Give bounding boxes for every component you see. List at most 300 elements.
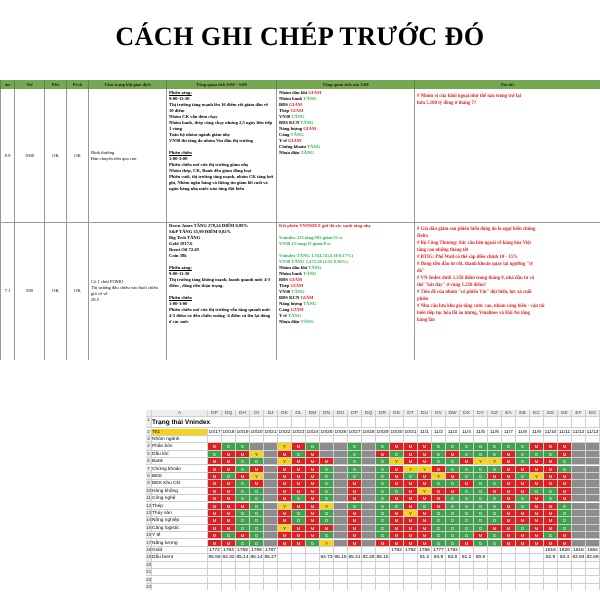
gold-value-cell <box>292 547 306 554</box>
status-cell: G <box>432 532 446 539</box>
status-cell: M <box>348 488 362 495</box>
pccb-cell: OK <box>66 89 88 222</box>
sector-name-cell: Y tế <box>152 532 208 539</box>
oil-value-cell: 83.8 <box>446 554 460 561</box>
status-cell: M <box>208 473 222 480</box>
status-cell <box>572 458 586 465</box>
empty-cell <box>516 569 530 576</box>
status-cell: M <box>460 458 474 465</box>
empty-cell <box>306 562 320 569</box>
status-cell: M <box>390 495 404 502</box>
oil-value-cell: 83.4 <box>558 554 572 561</box>
empty-cell <box>208 562 222 569</box>
trade-journal-table <box>0 80 600 360</box>
sector-label: Năng lượng <box>279 126 304 131</box>
sector-name-cell: BĐS Khu CN <box>152 480 208 487</box>
oil-value-cell <box>390 554 404 561</box>
empty-cell <box>292 569 306 576</box>
status-cell <box>474 436 488 443</box>
status-cell: M <box>530 495 544 502</box>
oil-value-cell <box>306 554 320 561</box>
gold-value-cell <box>460 547 474 554</box>
status-cell: G <box>250 532 264 539</box>
status-cell: G <box>446 466 460 473</box>
column-letter: DS <box>390 410 404 417</box>
empty-cell <box>432 584 446 590</box>
news-line: hơn 5.100 tỷ đồng ở tháng 7? <box>417 101 477 106</box>
news-line: # Nhu cầu lưu kho gia tăng cước cao, nhóm cảng biển - vận tải <box>417 304 545 309</box>
status-cell: M <box>208 510 222 517</box>
mood-line: Bản chuyển tiền qua con <box>91 155 137 161</box>
status-cell: M <box>348 510 362 517</box>
empty-cell <box>334 562 348 569</box>
sector-state: TĂNG <box>290 132 304 137</box>
empty-cell <box>390 569 404 576</box>
status-cell <box>334 488 348 495</box>
empty-cell <box>432 577 446 584</box>
status-cell: M <box>488 525 502 532</box>
status-cell: M <box>530 458 544 465</box>
sector-label: Năng lượng <box>279 301 304 306</box>
status-cell: M <box>432 495 446 502</box>
column-letter: DJ <box>264 410 278 417</box>
status-cell: M <box>418 451 432 458</box>
empty-cell <box>460 562 474 569</box>
empty-cell <box>572 584 586 590</box>
gold-value-cell: 1782 <box>390 547 404 554</box>
empty-cell <box>488 417 502 428</box>
status-cell <box>516 436 530 443</box>
col-market-header: Tổng quan tích 8:00 - 3:00 <box>166 80 276 89</box>
sector-name-cell: Cảng logistic <box>152 525 208 532</box>
status-cell <box>586 436 600 443</box>
empty-cell <box>250 577 264 584</box>
column-letter: EB <box>516 410 530 417</box>
status-cell: G <box>320 517 334 524</box>
empty-cell <box>418 577 432 584</box>
sector-state: TĂNG <box>303 96 317 101</box>
status-cell: M <box>278 480 292 487</box>
status-cell <box>264 510 278 517</box>
empty-cell <box>278 569 292 576</box>
news-line: # Giá dầu giảm sau phiên biến động do lo ngại biến chủng <box>417 227 536 232</box>
status-cell: M <box>432 466 446 473</box>
gold-value-cell: 1816 <box>572 547 586 554</box>
status-cell: M <box>278 451 292 458</box>
date-header-cell: 10/17 <box>208 429 221 435</box>
status-cell: Y <box>320 540 334 547</box>
status-cell: G <box>544 451 558 458</box>
status-cell: G <box>320 488 334 495</box>
sector-label: Cảng <box>279 132 291 137</box>
status-cell: Y <box>404 510 418 517</box>
row-number: 9 <box>146 480 152 487</box>
status-cell: G <box>446 480 460 487</box>
gold-value-cell <box>306 547 320 554</box>
gold-value-cell <box>502 547 516 554</box>
empty-cell <box>362 569 376 576</box>
column-letter: ED <box>544 410 558 417</box>
status-cell: M <box>208 458 222 465</box>
status-cell: M <box>404 458 418 465</box>
status-cell <box>572 451 586 458</box>
status-cell: G <box>250 488 264 495</box>
oil-value-cell: 85.15 <box>376 555 389 561</box>
status-cell <box>264 458 278 465</box>
status-cell: M <box>306 495 320 502</box>
status-cell <box>306 436 320 443</box>
news-line: tăng cao những tháng tới <box>417 248 469 253</box>
column-letter: DK <box>278 410 292 417</box>
col-pttt-header: Pttt <box>44 80 66 89</box>
news-line: # BTIG: Phố Wall có thể sắp điều chỉnh 10 - 15% <box>417 255 518 260</box>
status-cell: G <box>516 495 530 502</box>
status-cell: M <box>404 525 418 532</box>
empty-cell <box>292 562 306 569</box>
status-cell <box>264 517 278 524</box>
status-cell: G <box>250 458 264 465</box>
column-letter: DW <box>446 410 460 417</box>
status-cell: M <box>516 517 530 524</box>
status-cell: G <box>446 517 460 524</box>
date-header-cell: 10/27 <box>348 429 361 435</box>
status-cell <box>404 436 418 443</box>
status-cell: G <box>460 443 474 450</box>
mood-cell <box>88 89 166 222</box>
empty-cell <box>502 562 516 569</box>
row-number: 3 <box>146 436 152 443</box>
column-letter: DX <box>460 410 474 417</box>
status-cell: M <box>208 488 222 495</box>
empty-cell <box>404 577 418 584</box>
status-cell: Y <box>278 503 292 510</box>
status-cell: M <box>208 532 222 539</box>
market-note-line: S&P TĂNG 35,99 ĐIỂM 0,82% <box>169 229 232 234</box>
status-cell: M <box>348 495 362 502</box>
status-cell <box>586 532 600 539</box>
status-cell: M <box>502 525 516 532</box>
price-cell: 8.9 <box>0 89 14 222</box>
status-cell: M <box>474 532 488 539</box>
market-note-line: 9:00-11:30 <box>169 271 190 276</box>
status-cell <box>376 436 390 443</box>
gold-value-cell <box>488 547 502 554</box>
status-cell: G <box>530 451 544 458</box>
empty-cell <box>516 417 530 428</box>
empty-cell <box>418 417 432 428</box>
status-cell: G <box>460 473 474 480</box>
market-note-line: Down Jones TĂNG 278,24 ĐIỂM 0,89% <box>169 223 249 228</box>
status-cell: Y <box>278 525 292 532</box>
status-cell: M <box>544 540 558 547</box>
status-cell: M <box>208 443 222 450</box>
empty-cell <box>558 577 572 584</box>
status-cell: M <box>208 525 222 532</box>
status-cell: G <box>348 443 362 450</box>
status-cell: M <box>544 466 558 473</box>
sector-label: Cảng <box>279 307 291 312</box>
row-number: 15 <box>146 525 152 531</box>
market-note-line: Phiên cuối, thị trường tăng mạnh, nhóm CK tăng hơi <box>169 174 274 179</box>
market-note-line: 9:00-11:30 <box>169 96 190 101</box>
row-number: 21 <box>146 570 152 576</box>
status-cell <box>572 510 586 517</box>
empty-cell <box>362 577 376 584</box>
empty-cell <box>502 577 516 584</box>
oil-value-cell: 82.28 <box>362 555 375 561</box>
status-cell: M <box>292 466 306 473</box>
empty-cell <box>264 569 278 576</box>
status-cell: G <box>306 443 320 450</box>
date-header-cell: 11/11 <box>558 429 571 435</box>
empty-cell <box>152 584 208 590</box>
empty-cell <box>474 584 488 590</box>
market-note-line: 1:00-3:00 <box>169 301 188 306</box>
status-cell: M <box>306 510 320 517</box>
mood-line: 28.5 <box>91 297 100 302</box>
date-header-cell: 10/25 <box>320 429 333 435</box>
date-header-cell: 10/31 <box>404 429 417 435</box>
status-cell: M <box>530 510 544 517</box>
sector-name-cell: Thép <box>152 503 208 510</box>
status-cell: G <box>474 451 488 458</box>
date-header-cell: 10/22 <box>278 429 291 435</box>
status-cell: M <box>502 451 516 458</box>
column-letter: DP <box>208 410 222 417</box>
empty-cell <box>292 417 306 428</box>
oil-value-cell <box>488 554 502 561</box>
status-cell: G <box>348 473 362 480</box>
status-cell: G <box>320 532 334 539</box>
status-cell: M <box>222 517 236 524</box>
sector-label: BDS KCN <box>279 120 301 125</box>
status-cell: M <box>516 540 530 547</box>
status-cell: G <box>320 510 334 517</box>
market-note-line: Coin 38k <box>169 253 187 258</box>
status-cell: M <box>390 517 404 524</box>
status-cell: G <box>292 517 306 524</box>
empty-cell <box>264 577 278 584</box>
empty-cell <box>306 417 320 428</box>
empty-cell <box>488 584 502 590</box>
status-cell: G <box>320 480 334 487</box>
status-cell: M <box>222 480 236 487</box>
status-cell: M <box>502 495 516 502</box>
status-cell <box>446 436 460 443</box>
status-cell <box>572 473 586 480</box>
sector-label: Nhóm dầu khí <box>279 90 309 95</box>
status-cell: G <box>558 458 572 465</box>
status-cell: M <box>418 510 432 517</box>
status-cell: M <box>390 480 404 487</box>
status-cell <box>334 525 348 532</box>
status-cell: G <box>460 495 474 502</box>
status-cell: Y <box>488 458 502 465</box>
empty-cell <box>516 562 530 569</box>
status-cell: M <box>306 458 320 465</box>
status-cell <box>586 510 600 517</box>
sector-status-line <box>279 150 412 156</box>
status-cell: Y <box>390 458 404 465</box>
status-cell: M <box>292 480 306 487</box>
status-cell <box>572 436 586 443</box>
status-cell: M <box>292 525 306 532</box>
news-line: thể "bắt đáy" ở vùng 1.250 điểm? <box>417 283 487 288</box>
status-cell: M <box>530 466 544 473</box>
date-header-cell: 11/7 <box>502 429 516 436</box>
market-note-line: Nhóm bank, thép cũng chạy nhưng 2,5 ngày liên tiếp <box>169 120 273 125</box>
empty-cell <box>460 417 474 428</box>
gold-value-cell: 1816 <box>544 547 558 554</box>
status-cell <box>264 480 278 487</box>
status-cell: M <box>292 540 306 547</box>
status-cell: G <box>376 532 390 539</box>
status-cell: M <box>222 458 236 465</box>
empty-cell <box>460 569 474 576</box>
column-letter: DZ <box>488 410 502 417</box>
status-cell <box>362 540 376 547</box>
column-letter: DU <box>418 410 432 417</box>
pttt-cell: OK <box>44 222 66 360</box>
status-cell: M <box>306 525 320 532</box>
status-cell: M <box>250 480 264 487</box>
gold-value-cell <box>320 547 334 554</box>
status-cell <box>586 443 600 450</box>
oil-value-cell <box>530 554 544 561</box>
status-cell: G <box>418 503 432 510</box>
status-cell: M <box>348 532 362 539</box>
sector-state: TĂNG <box>300 120 314 125</box>
empty-cell <box>222 562 236 569</box>
status-cell: G <box>376 495 390 502</box>
sector-state: GIẢM <box>300 295 314 300</box>
empty-cell <box>278 417 292 428</box>
status-cell: G <box>320 473 334 480</box>
status-cell: G <box>390 503 404 510</box>
status-cell: G <box>460 510 474 517</box>
empty-cell <box>376 569 390 576</box>
status-cell <box>292 436 306 443</box>
empty-cell <box>586 584 600 590</box>
status-cell: M <box>376 540 390 547</box>
date-header-cell: 11/8 <box>516 429 530 436</box>
empty-cell <box>586 562 600 569</box>
status-cell: M <box>530 503 544 510</box>
status-cell <box>348 436 362 443</box>
status-cell: M <box>530 480 544 487</box>
sector-name-cell: Bank <box>152 458 208 465</box>
status-cell: Y <box>320 503 334 510</box>
empty-cell <box>320 577 334 584</box>
empty-cell <box>446 417 460 428</box>
date-header-cell: 10/24 <box>306 429 319 435</box>
status-cell: G <box>250 495 264 502</box>
row-number: 20 <box>146 562 152 568</box>
sector-name-cell: Chứng khoán <box>152 466 208 473</box>
empty-cell <box>404 417 418 428</box>
status-cell: G <box>348 458 362 465</box>
sector-state: TĂNG <box>306 144 321 149</box>
sector-label: VN30 <box>279 114 292 119</box>
status-cell: M <box>502 480 516 487</box>
status-cell <box>362 510 376 517</box>
sector-state: TĂNG <box>308 265 322 270</box>
status-cell: M <box>208 480 222 487</box>
empty-cell <box>460 584 474 590</box>
mood-line: Thị trường đầu chiều vào buổi chiều giá cổ về <box>91 285 158 296</box>
empty-cell <box>586 577 600 584</box>
empty-cell <box>516 584 530 590</box>
status-cell: G <box>236 540 250 547</box>
status-cell: M <box>544 458 558 465</box>
date-header-cell: 10/29 <box>376 429 389 435</box>
empty-cell <box>278 577 292 584</box>
status-cell <box>586 473 600 480</box>
status-cell: M <box>530 517 544 524</box>
status-cell: G <box>516 443 530 450</box>
status-cell <box>264 451 278 458</box>
market-note-line: Gold 1817.6 <box>169 241 193 246</box>
status-cell: G <box>474 510 488 517</box>
status-cell: G <box>474 540 488 547</box>
empty-cell <box>348 569 362 576</box>
status-cell <box>264 443 278 450</box>
empty-cell <box>530 569 544 576</box>
status-cell: M <box>432 503 446 510</box>
status-cell: M <box>488 488 502 495</box>
status-cell: M <box>418 517 432 524</box>
status-cell: G <box>460 466 474 473</box>
status-cell <box>572 443 586 450</box>
oil-value-cell: 82.84 <box>572 555 585 561</box>
column-letter: EC <box>530 410 544 417</box>
status-cell <box>572 517 586 524</box>
status-cell: M <box>208 517 222 524</box>
status-cell: M <box>558 540 572 547</box>
status-cell: G <box>558 517 572 524</box>
status-cell: G <box>404 473 418 480</box>
mood-line: Bình thường <box>91 149 115 155</box>
status-cell <box>264 495 278 502</box>
sector-label: Y tế <box>279 313 288 318</box>
empty-cell <box>348 417 362 428</box>
empty-cell <box>278 584 292 590</box>
status-cell: G <box>516 458 530 465</box>
oil-value-cell: 81.2 <box>418 554 432 561</box>
oil-value-cell: 85.56 <box>208 555 221 561</box>
market-note-line: Brent Oil 72.49 <box>169 247 199 252</box>
status-cell: G <box>544 532 558 539</box>
status-cell: G <box>474 517 488 524</box>
status-cell: M <box>516 466 530 473</box>
status-cell: M <box>544 480 558 487</box>
status-cell: M <box>404 488 418 495</box>
status-cell <box>278 436 292 443</box>
row-number: 2 <box>146 429 152 436</box>
column-letter: EG <box>586 410 600 417</box>
status-cell: M <box>488 473 502 480</box>
empty-cell <box>544 417 558 428</box>
sector-state: GIẢM <box>290 307 304 312</box>
status-cell <box>362 480 376 487</box>
empty-cell <box>558 562 572 569</box>
status-cell: M <box>558 473 572 480</box>
empty-cell <box>572 569 586 576</box>
status-cell: M <box>418 473 432 480</box>
sector-name-cell: Phân bón <box>152 443 208 450</box>
row-number: 6 <box>146 458 152 465</box>
date-header-cell: 10/28 <box>362 429 375 435</box>
